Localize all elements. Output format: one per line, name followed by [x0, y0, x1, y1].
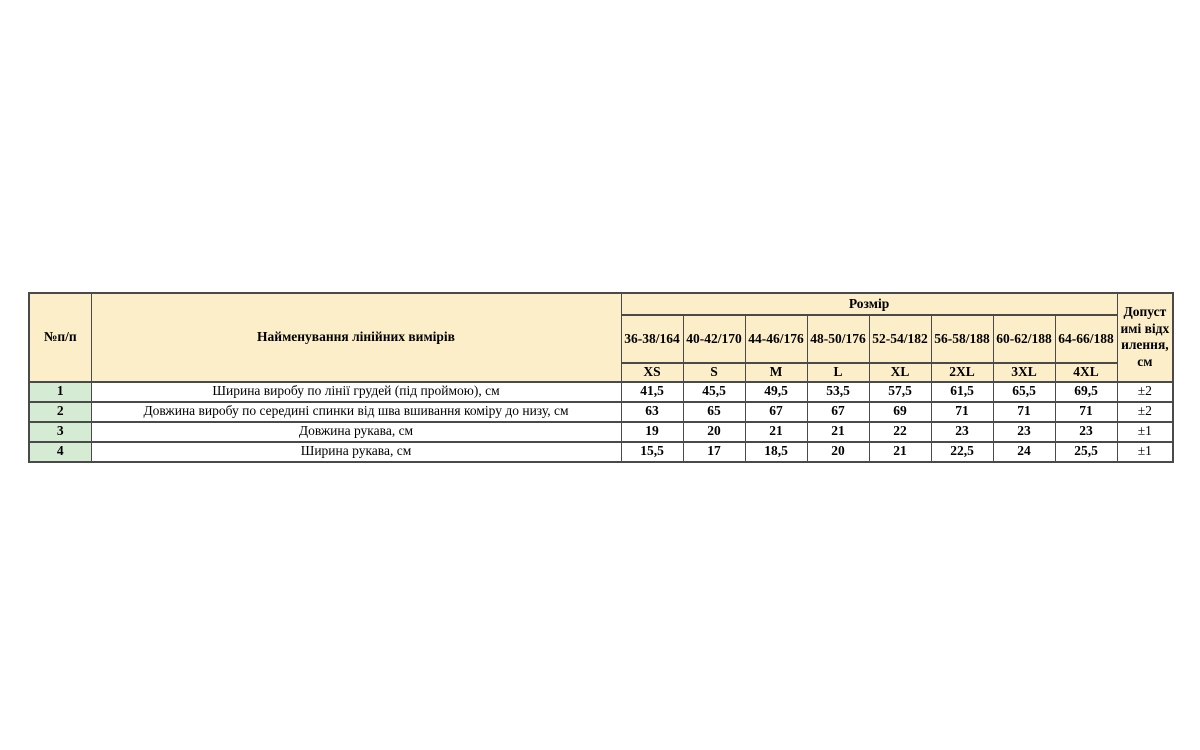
colheader-size-group: Розмір: [621, 293, 1117, 315]
tolerance-value-cell: ±2: [1117, 402, 1173, 422]
size-range-cell: 40-42/170: [683, 315, 745, 363]
measurement-value-cell: 23: [993, 422, 1055, 442]
measurement-value-cell: 24: [993, 442, 1055, 462]
tolerance-value-cell: ±1: [1117, 442, 1173, 462]
measurement-value-cell: 63: [621, 402, 683, 422]
measurement-value-cell: 25,5: [1055, 442, 1117, 462]
size-letter-cell: XS: [621, 363, 683, 382]
size-range-cell: 60-62/188: [993, 315, 1055, 363]
measurement-value-cell: 71: [1055, 402, 1117, 422]
size-range-cell: 48-50/176: [807, 315, 869, 363]
size-chart-table: [28, 292, 1174, 463]
size-range-cell: 64-66/188: [1055, 315, 1117, 363]
row-number-cell: 2: [29, 402, 91, 422]
measurement-value-cell: 49,5: [745, 382, 807, 402]
measurement-value-cell: 65: [683, 402, 745, 422]
measurement-value-cell: 69,5: [1055, 382, 1117, 402]
table-row: [29, 442, 1173, 462]
measurement-value-cell: 67: [807, 402, 869, 422]
measurement-value-cell: 21: [807, 422, 869, 442]
measurement-value-cell: 21: [745, 422, 807, 442]
measurement-value-cell: 69: [869, 402, 931, 422]
size-range-cell: 56-58/188: [931, 315, 993, 363]
size-chart-container: [28, 292, 1174, 463]
row-number-cell: 1: [29, 382, 91, 402]
row-number-cell: 3: [29, 422, 91, 442]
measurement-value-cell: 21: [869, 442, 931, 462]
measurement-value-cell: 41,5: [621, 382, 683, 402]
measurement-name-cell: Ширина виробу по лінії грудей (під проймою), см: [91, 382, 621, 402]
row-number-cell: 4: [29, 442, 91, 462]
table-row: [29, 422, 1173, 442]
size-range-cell: 52-54/182: [869, 315, 931, 363]
measurement-value-cell: 20: [683, 422, 745, 442]
size-letter-cell: S: [683, 363, 745, 382]
colheader-tolerance: Допустимі відхилення, см: [1117, 293, 1173, 382]
measurement-value-cell: 18,5: [745, 442, 807, 462]
measurement-value-cell: 61,5: [931, 382, 993, 402]
table-row: [29, 382, 1173, 402]
measurement-value-cell: 23: [931, 422, 993, 442]
size-range-cell: 36-38/164: [621, 315, 683, 363]
size-letter-cell: 4XL: [1055, 363, 1117, 382]
measurement-name-cell: Довжина рукава, см: [91, 422, 621, 442]
measurement-value-cell: 57,5: [869, 382, 931, 402]
tolerance-value-cell: ±1: [1117, 422, 1173, 442]
measurement-value-cell: 71: [993, 402, 1055, 422]
size-range-cell: 44-46/176: [745, 315, 807, 363]
measurement-value-cell: 65,5: [993, 382, 1055, 402]
measurement-value-cell: 20: [807, 442, 869, 462]
colheader-measurement-name: Найменування лінійних вимірів: [91, 293, 621, 382]
measurement-value-cell: 19: [621, 422, 683, 442]
measurement-value-cell: 23: [1055, 422, 1117, 442]
tolerance-value-cell: ±2: [1117, 382, 1173, 402]
measurement-value-cell: 15,5: [621, 442, 683, 462]
header-row-size-group: [29, 293, 1173, 315]
size-letter-cell: 2XL: [931, 363, 993, 382]
colheader-number: №п/п: [29, 293, 91, 382]
measurement-value-cell: 45,5: [683, 382, 745, 402]
measurement-value-cell: 17: [683, 442, 745, 462]
size-letter-cell: XL: [869, 363, 931, 382]
measurement-value-cell: 71: [931, 402, 993, 422]
measurement-value-cell: 67: [745, 402, 807, 422]
measurement-name-cell: Довжина виробу по середині спинки від шва вшивання коміру до низу, см: [91, 402, 621, 422]
table-row: [29, 402, 1173, 422]
measurement-name-cell: Ширина рукава, см: [91, 442, 621, 462]
measurement-value-cell: 53,5: [807, 382, 869, 402]
size-letter-cell: M: [745, 363, 807, 382]
measurement-value-cell: 22,5: [931, 442, 993, 462]
measurement-value-cell: 22: [869, 422, 931, 442]
size-letter-cell: 3XL: [993, 363, 1055, 382]
size-letter-cell: L: [807, 363, 869, 382]
